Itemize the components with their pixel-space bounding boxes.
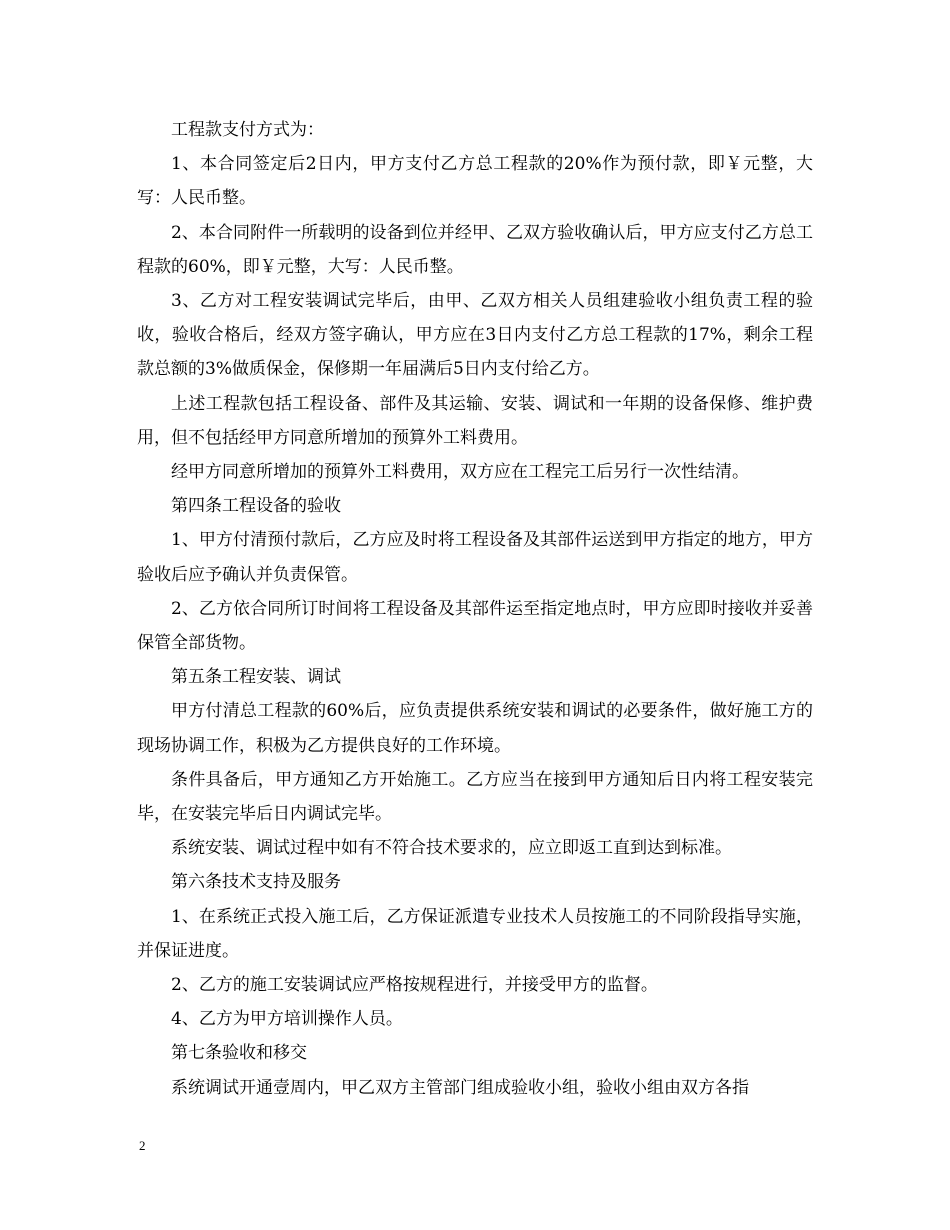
paragraph-extra-costs: 经甲方同意所增加的预算外工料费用，双方应在工程完工后另行一次性结清。 (171, 462, 749, 483)
heading-article-4: 第四条工程设备的验收 (171, 496, 341, 517)
paragraph-payment-scope: 上述工程款包括工程设备、部件及其运输、安装、调试和一年期的设备保修、维护费用，但不包括经甲方同意所增加的预算外工料费用。 (137, 393, 813, 448)
paragraph-article-5-rework: 系统安装、调试过程中如有不符合技术要求的，应立即返工直到达到标准。 (171, 838, 732, 859)
paragraph-article-6-item-2: 2、乙方的施工安装调试应严格按规程进行，并接受甲方的监督。 (171, 975, 658, 996)
paragraph-payment-item-2: 2、本合同附件一所载明的设备到位并经甲、乙双方验收确认后，甲方应支付乙方总工程款的60%，即￥元整，大写：人民币整。 (137, 222, 813, 277)
heading-article-7: 第七条验收和移交 (171, 1043, 307, 1064)
paragraph-article-6-item-4: 4、乙方为甲方培训操作人员。 (171, 1009, 403, 1030)
document-body (137, 113, 813, 1105)
paragraph-payment-item-1: 1、本合同签定后2日内，甲方支付乙方总工程款的20%作为预付款，即￥元整，大写：人民币整。 (137, 154, 813, 209)
paragraph-article-5-schedule: 条件具备后，甲方通知乙方开始施工。乙方应当在接到甲方通知后日内将工程安装完毕，在安装完毕后日内调试完毕。 (137, 769, 813, 825)
paragraph-article-6-item-1: 1、在系统正式投入施工后，乙方保证派遣专业技术人员按施工的不同阶段指导实施，并保证进度。 (137, 906, 813, 961)
page-number: 2 (139, 1138, 146, 1153)
heading-article-6: 第六条技术支持及服务 (171, 872, 341, 893)
paragraph-article-7-acceptance: 系统调试开通壹周内，甲乙双方主管部门组成验收小组，验收小组由双方各指 (171, 1077, 749, 1098)
paragraph-article-5-conditions: 甲方付清总工程款的60%后，应负责提供系统安装和调试的必要条件，做好施工方的现场协调工作，积极为乙方提供良好的工作环境。 (137, 701, 813, 756)
paragraph-payment-item-3: 3、乙方对工程安装调试完毕后，由甲、乙双方相关人员组建验收小组负责工程的验收，验收合格后，经双方签字确认，甲方应在3日内支付乙方总工程款的17%，剩余工程款总额的3%做质保金，保修期一年届满后5日内支付给乙方。 (137, 291, 813, 380)
paragraph-payment-method: 工程款支付方式为： (171, 120, 324, 140)
heading-article-5: 第五条工程安装、调试 (171, 667, 341, 688)
paragraph-article-4-item-2: 2、乙方依合同所订时间将工程设备及其部件运至指定地点时，甲方应即时接收并妥善保管全部货物。 (137, 598, 813, 654)
paragraph-article-4-item-1: 1、甲方付清预付款后，乙方应及时将工程设备及其部件运送到甲方指定的地方，甲方验收后应予确认并负责保管。 (137, 530, 813, 585)
